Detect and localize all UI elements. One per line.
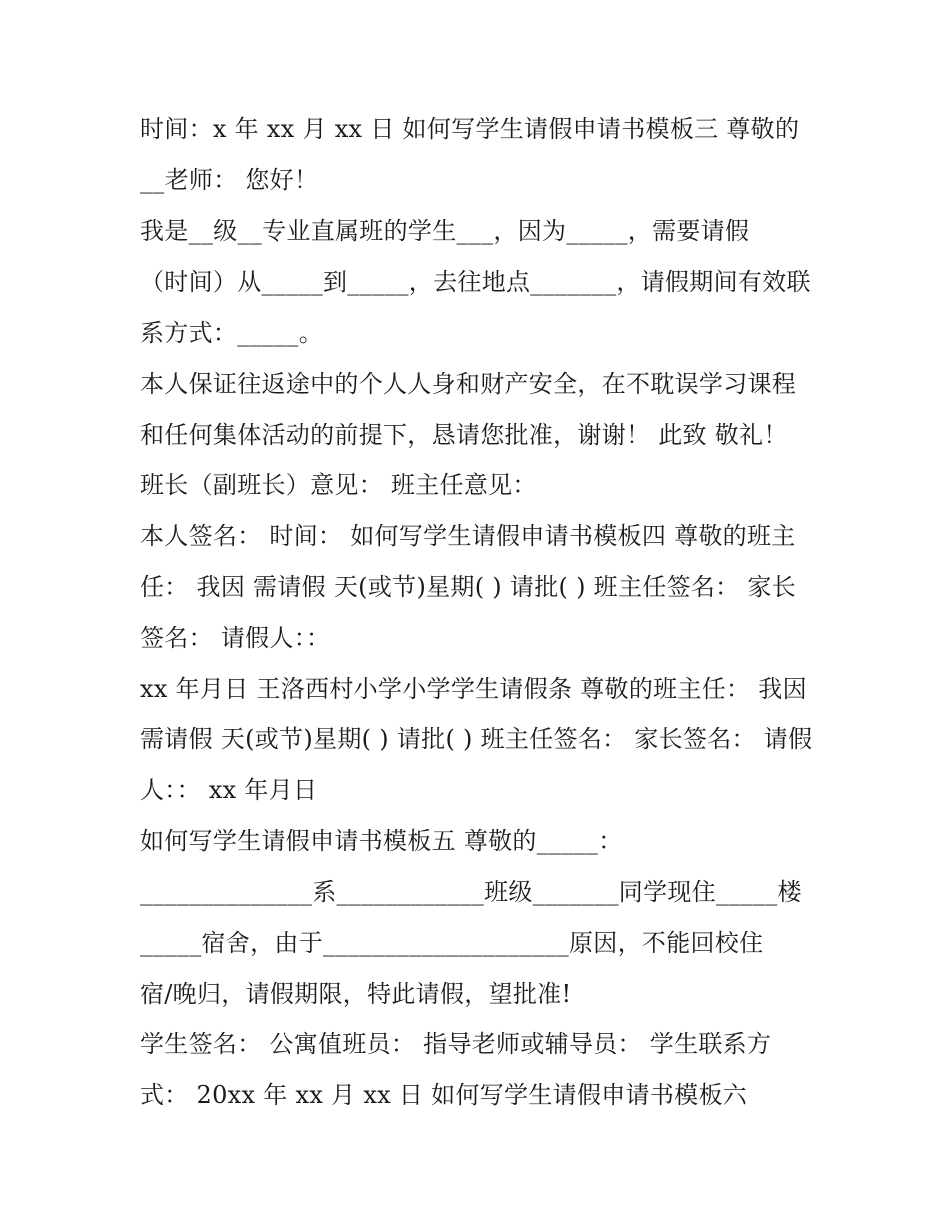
text-line-4: （时间）从_____到_____，去往地点_______，请假期间有效联 <box>140 268 811 296</box>
text-line-19: 学生签名： 公寓值班员： 指导老师或辅导员： 学生联系方 <box>140 1030 772 1058</box>
text-line-14: 人：： xx 年月日 <box>140 776 318 804</box>
text-line-6: 本人保证往返途中的个人人身和财产安全，在不耽误学习课程 <box>140 370 797 398</box>
text-line-13: 需请假 天(或节)星期( ) 请批( ) 班主任签名： 家长签名： 请假 <box>140 725 813 753</box>
text-line-7: 和任何集体活动的前提下，恳请您批准，谢谢！ 此致 敬礼！ <box>140 421 788 449</box>
text-line-9: 本人签名： 时间： 如何写学生请假申请书模板四 尊敬的班主 <box>140 522 796 550</box>
text-line-17: _____宿舍，由于____________________原因，不能回校住 <box>140 929 764 957</box>
text-line-16: ______________系____________班级_______同学现住_____楼 <box>140 878 802 906</box>
text-line-3: 我是__级__专业直属班的学生___，因为_____，需要请假 <box>140 217 750 245</box>
text-line-8: 班长（副班长）意见： 班主任意见： <box>140 471 537 499</box>
text-line-2: __老师： 您好！ <box>140 166 319 194</box>
text-line-5: 系方式：_____。 <box>140 319 323 347</box>
text-line-10: 任： 我因 需请假 天(或节)星期( ) 请批( ) 班主任签名： 家长 <box>140 573 797 601</box>
text-line-1: 时间：x 年 xx 月 xx 日 如何写学生请假申请书模板三 尊敬的 <box>140 115 800 143</box>
text-line-12: xx 年月日 王洛西村小学小学学生请假条 尊敬的班主任： 我因 <box>140 675 807 703</box>
text-line-18: 宿/晚归，请假期限，特此请假，望批准! <box>140 980 572 1008</box>
text-line-15: 如何写学生请假申请书模板五 尊敬的_____： <box>140 827 623 855</box>
text-line-20: 式： 20xx 年 xx 月 xx 日 如何写学生请假申请书模板六 <box>140 1081 748 1109</box>
text-line-11: 签名： 请假人：： <box>140 624 331 652</box>
